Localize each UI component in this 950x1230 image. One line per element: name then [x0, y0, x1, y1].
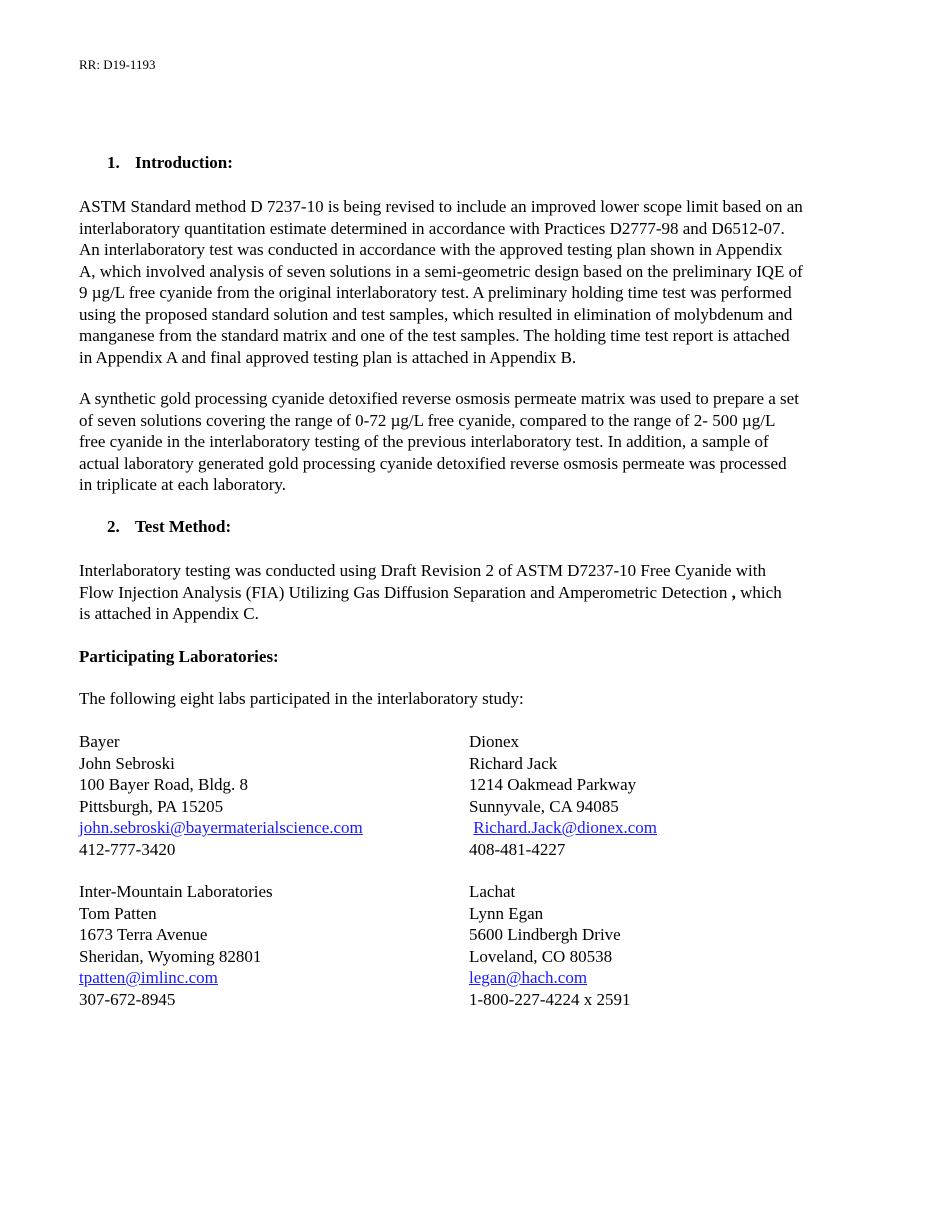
test-method-paragraph: [79, 560, 879, 625]
text-line: An interlaboratory test was conducted in accordance with the approved testing plan shown in Appendix: [79, 240, 783, 259]
text-segment: which: [735, 582, 782, 602]
lab-entry-bayer: [79, 731, 363, 860]
lab-address: 1673 Terra Avenue: [79, 925, 208, 944]
introduction-paragraph-1: [79, 196, 879, 368]
section-heading-test-method: [107, 517, 231, 537]
section-title: Introduction:: [135, 153, 233, 172]
text-line: A synthetic gold processing cyanide detoxified reverse osmosis permeate matrix was used to prepare a set: [79, 389, 799, 408]
lab-contact: Tom Patten: [79, 903, 157, 923]
lab-organization: Dionex: [469, 732, 520, 751]
text-line: free cyanide in the interlaboratory testing of the previous interlaboratory test. In addition, a sample of: [79, 432, 769, 451]
lab-contact: Lynn Egan: [469, 903, 544, 923]
text-line: Interlaboratory testing was conducted using Draft Revision 2 of ASTM D7237-10 Free Cyanide with: [79, 561, 766, 580]
lab-address: 5600 Lindbergh Drive: [469, 925, 621, 944]
text-segment: Flow Injection Analysis (FIA) Utilizing Gas Diffusion Separation and Amperometric Detection: [79, 582, 732, 602]
lab-email-link[interactable]: legan@hach.com: [469, 968, 588, 987]
text-line: 9 µg/L free cyanide from the original interlaboratory test. A preliminary holding time test was performed: [79, 283, 792, 302]
lab-email-link[interactable]: Richard.Jack@dionex.com: [473, 818, 657, 837]
lab-phone: 1-800-227-4224 x 2591: [469, 989, 631, 1009]
text-line: actual laboratory generated gold processing cyanide detoxified reverse osmosis permeate was processed: [79, 453, 787, 473]
lab-city: Sheridan, Wyoming 82801: [79, 946, 262, 966]
section-heading-introduction: [107, 153, 233, 173]
lab-address: 1214 Oakmead Parkway: [469, 775, 637, 794]
section-number: 2.: [107, 517, 120, 536]
lab-organization: Inter-Mountain Laboratories: [79, 882, 273, 901]
introduction-paragraph-2: [79, 388, 879, 496]
text-line: in Appendix A and final approved testing plan is attached in Appendix B.: [79, 347, 577, 367]
text-line: ASTM Standard method D 7237-10 is being revised to include an improved lower scope limit based on an: [79, 197, 803, 216]
lab-entry-lachat: [469, 881, 630, 1010]
bold-comma: ,: [731, 582, 736, 602]
lab-city: Loveland, CO 80538: [469, 946, 613, 966]
lab-contact: Richard Jack: [469, 753, 558, 773]
lab-contact: John Sebroski: [79, 753, 175, 773]
section-title: Test Method:: [135, 517, 232, 536]
lab-entry-inter-mountain: [79, 881, 273, 1010]
text-line: in triplicate at each laboratory.: [79, 475, 287, 494]
lab-organization: Bayer: [79, 732, 120, 751]
lab-city: Sunnyvale, CA 94085: [469, 796, 619, 816]
report-id-header: RR: D19-1193: [79, 57, 156, 72]
section-number: 1.: [107, 153, 120, 172]
participating-labs-intro: The following eight labs participated in the interlaboratory study:: [79, 689, 524, 708]
lab-organization: Lachat: [469, 882, 516, 901]
lab-phone: 307-672-8945: [79, 989, 176, 1009]
lab-phone: 412-777-3420: [79, 839, 176, 859]
text-line: manganese from the standard matrix and one of the test samples. The holding time test report is attached: [79, 326, 790, 345]
lab-entry-dionex: [469, 731, 657, 860]
text-line: is attached in Appendix C.: [79, 604, 259, 623]
lab-email-link[interactable]: john.sebroski@bayermaterialscience.com: [79, 818, 363, 837]
lab-email-link[interactable]: tpatten@imlinc.com: [79, 968, 218, 987]
text-line: interlaboratory quantitation estimate determined in accordance with Practices D2777-98 and D6512-07.: [79, 218, 785, 238]
text-line: [79, 582, 879, 604]
lab-city: Pittsburgh, PA 15205: [79, 796, 224, 816]
lab-address: 100 Bayer Road, Bldg. 8: [79, 775, 249, 794]
text-line: A, which involved analysis of seven solutions in a semi-geometric design based on the preliminary IQE of: [79, 261, 803, 281]
lab-phone: 408-481-4227: [469, 839, 566, 859]
participating-labs-heading: Participating Laboratories:: [79, 647, 279, 666]
text-line: using the proposed standard solution and test samples, which resulted in elimination of molybdenum and: [79, 304, 793, 324]
text-line: of seven solutions covering the range of 0-72 µg/L free cyanide, compared to the range of 2- 500 µg/L: [79, 410, 776, 430]
